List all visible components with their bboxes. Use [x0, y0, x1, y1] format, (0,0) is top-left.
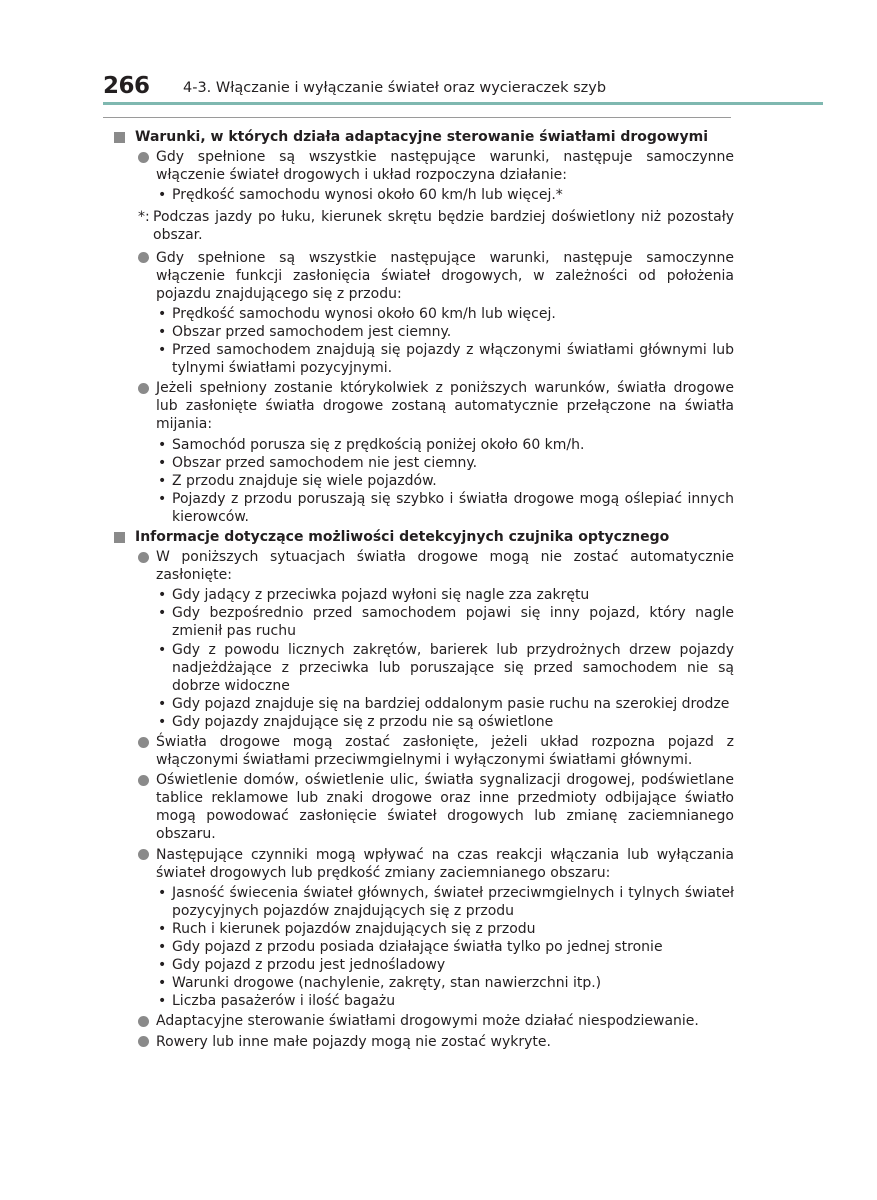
- list-item: • Jasność świecenia świateł głównych, świateł przeciwmgielnych i tylnych świateł pozycyjnych pojazdów znajdujących się z przodu: [114, 884, 734, 920]
- section-heading: Warunki, w których działa adaptacyjne sterowanie światłami drogowymi: [114, 128, 734, 146]
- list-item: • Ruch i kierunek pojazdów znajdujących się z przodu: [114, 920, 734, 938]
- circle-bullet-icon: [138, 552, 149, 563]
- circle-bullet-icon: [138, 152, 149, 163]
- bullet-list: [114, 884, 734, 1011]
- paragraph: Oświetlenie domów, oświetlenie ulic, światła sygnalizacji drogowej, podświetlane tablice reklamowe lub znaki drogowe oraz inne przedmioty odbijające światło mogą powodować zasłonięcie świateł drogowych lub zmianę zaciemnianego obszaru.: [114, 771, 734, 843]
- list-item: • Warunki drogowe (nachylenie, zakręty, stan nawierzchni itp.): [114, 974, 734, 992]
- list-item: • Przed samochodem znajdują się pojazdy z włączonymi światłami głównymi lub tylnymi światłami pozycyjnymi.: [114, 341, 734, 377]
- list-item: • Prędkość samochodu wynosi około 60 km/h lub więcej.: [114, 305, 734, 323]
- list-item: • Prędkość samochodu wynosi około 60 km/h lub więcej.*: [114, 186, 734, 204]
- footnote-mark: *:: [138, 209, 150, 226]
- list-item: • Gdy pojazd znajduje się na bardziej oddalonym pasie ruchu na szerokiej drodze: [114, 695, 734, 713]
- bullet-list: [114, 586, 734, 731]
- bullet-list: [114, 436, 734, 526]
- list-item: • Gdy bezpośrednio przed samochodem pojawi się inny pojazd, który nagle zmienił pas ruchu: [114, 604, 734, 640]
- paragraph: Rowery lub inne małe pojazdy mogą nie zostać wykryte.: [114, 1033, 734, 1051]
- list-item: • Gdy jadący z przeciwka pojazd wyłoni się nagle zza zakrętu: [114, 586, 734, 604]
- list-item: • Pojazdy z przodu poruszają się szybko i światła drogowe mogą oślepiać innych kierowców.: [114, 490, 734, 526]
- circle-bullet-icon: [138, 1016, 149, 1027]
- paragraph: Światła drogowe mogą zostać zasłonięte, jeżeli układ rozpozna pojazd z włączonymi światłami przeciwmgielnymi i wyłączonymi światłami głównymi.: [114, 733, 734, 769]
- square-bullet-icon: [114, 132, 125, 143]
- list-item: • Gdy pojazdy znajdujące się z przodu nie są oświetlone: [114, 713, 734, 731]
- list-item: • Obszar przed samochodem nie jest ciemny.: [114, 454, 734, 472]
- list-item: • Z przodu znajduje się wiele pojazdów.: [114, 472, 734, 490]
- circle-bullet-icon: [138, 775, 149, 786]
- header-rule: [103, 102, 823, 105]
- page-number: 266: [103, 73, 150, 99]
- list-item: • Liczba pasażerów i ilość bagażu: [114, 992, 734, 1010]
- circle-bullet-icon: [138, 737, 149, 748]
- list-item: • Gdy z powodu licznych zakrętów, barierek lub przydrożnych drzew pojazdy nadjeżdżające z przeciwka lub poruszające się przed samochodem nie są dobrze widoczne: [114, 641, 734, 695]
- list-item: • Obszar przed samochodem jest ciemny.: [114, 323, 734, 341]
- list-item: • Gdy pojazd z przodu jest jednośladowy: [114, 956, 734, 974]
- chapter-title: 4-3. Włączanie i wyłączanie świateł oraz wycieraczek szyb: [183, 80, 607, 96]
- header-divider: [103, 117, 731, 118]
- footnote: *: Podczas jazdy po łuku, kierunek skrętu będzie bardziej doświetlony niż pozostały obszar.: [138, 209, 734, 244]
- paragraph: Adaptacyjne sterowanie światłami drogowymi może działać niespodziewanie.: [114, 1012, 734, 1030]
- section-heading: Informacje dotyczące możliwości detekcyjnych czujnika optycznego: [114, 528, 734, 546]
- circle-bullet-icon: [138, 383, 149, 394]
- circle-bullet-icon: [138, 252, 149, 263]
- list-item: • Samochód porusza się z prędkością poniżej około 60 km/h.: [114, 436, 734, 454]
- paragraph: Gdy spełnione są wszystkie następujące warunki, następuje samoczynne włączenie funkcji zasłonięcia świateł drogowych, w zależności od położenia pojazdu znajdującego się z przodu:: [114, 249, 734, 303]
- bullet-list: [114, 305, 734, 377]
- paragraph: Następujące czynniki mogą wpływać na czas reakcji włączania lub wyłączania świateł drogowych lub prędkość zmiany zaciemnianego obszaru:: [114, 846, 734, 882]
- list-item: • Gdy pojazd z przodu posiada działające światła tylko po jednej stronie: [114, 938, 734, 956]
- square-bullet-icon: [114, 532, 125, 543]
- page-content: [114, 128, 734, 1053]
- circle-bullet-icon: [138, 849, 149, 860]
- bullet-list: [114, 186, 734, 204]
- circle-bullet-icon: [138, 1036, 149, 1047]
- paragraph: Jeżeli spełniony zostanie którykolwiek z poniższych warunków, światła drogowe lub zasłonięte światła drogowe zostaną automatycznie przełączone na światła mijania:: [114, 379, 734, 433]
- paragraph: Gdy spełnione są wszystkie następujące warunki, następuje samoczynne włączenie świateł drogowych i układ rozpoczyna działanie:: [114, 148, 734, 184]
- paragraph: W poniższych sytuacjach światła drogowe mogą nie zostać automatycznie zasłonięte:: [114, 548, 734, 584]
